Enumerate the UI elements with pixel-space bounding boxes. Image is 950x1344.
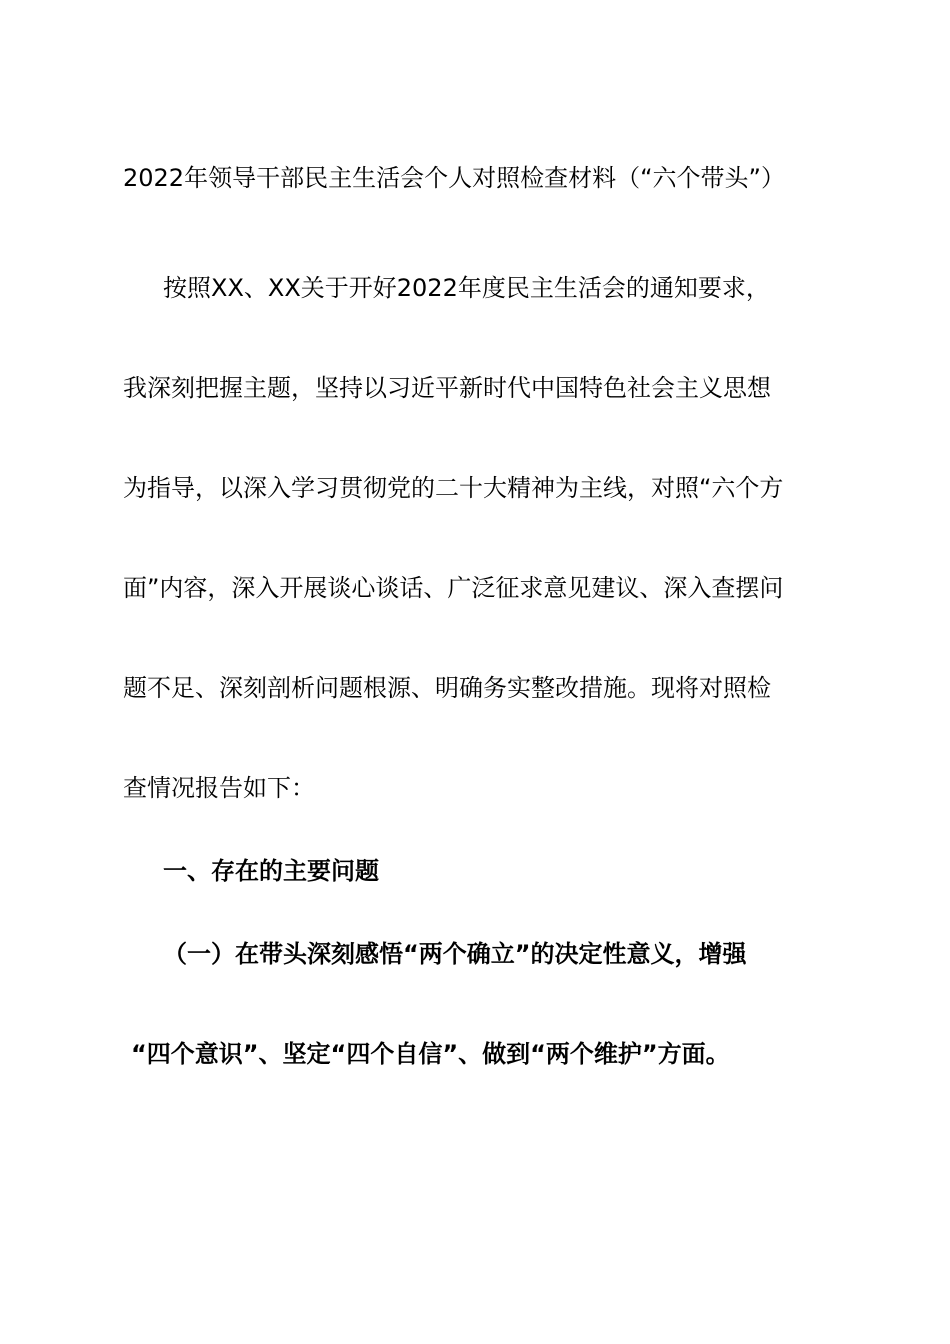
intro-line-4: 面”内容，深入开展谈心谈话、广泛征求意见建议、深入查摆问 — [123, 574, 784, 602]
intro-line-2: 我深刻把握主题，坚持以习近平新时代中国特色社会主义思想 — [123, 374, 771, 402]
intro-line-6: 查情况报告如下： — [123, 774, 315, 802]
intro-line-3: 为指导，以深入学习贯彻党的二十大精神为主线，对照“六个方 — [123, 474, 784, 502]
intro-line-5: 题不足、深刻剖析问题根源、明确务实整改措施。现将对照检 — [123, 674, 771, 702]
subsection-line-1: （一）在带头深刻感悟“两个确立”的决定性意义，增强 — [163, 940, 747, 968]
intro-line-1: 按照XX、XX关于开好2022年度民主生活会的通知要求， — [163, 274, 770, 302]
subsection-line-2: “四个意识”、坚定“四个自信”、做到“两个维护”方面。 — [131, 1040, 730, 1068]
document-title: 2022年领导干部民主生活会个人对照检查材料（“六个带头”） — [123, 164, 785, 192]
section-heading: 一、存在的主要问题 — [163, 857, 379, 885]
